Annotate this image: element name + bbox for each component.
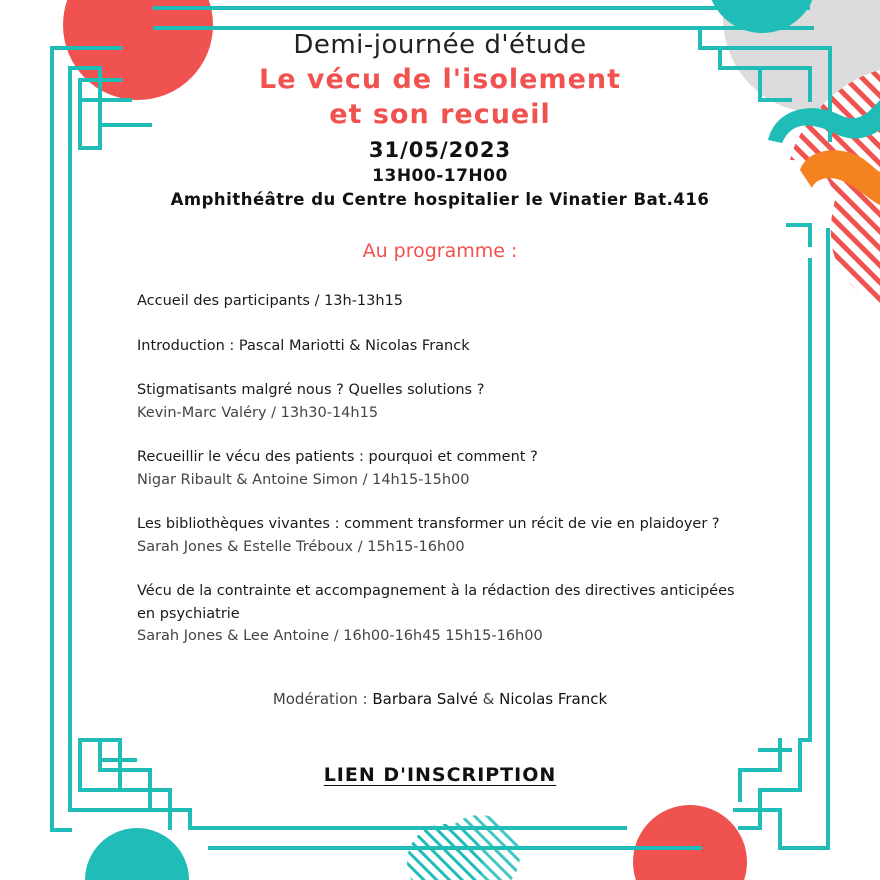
event-location: Amphithéâtre du Centre hospitalier le Vinatier Bat.416 bbox=[170, 190, 710, 209]
program-item bbox=[137, 379, 747, 424]
moderator-name: Barbara Salvé bbox=[372, 690, 478, 708]
program-item-detail: Sarah Jones & Lee Antoine / 16h00-16h45 15h15-16h00 bbox=[137, 628, 543, 644]
moderation-line bbox=[0, 690, 880, 708]
program-item bbox=[137, 335, 747, 358]
program-item bbox=[137, 580, 747, 648]
program-item bbox=[137, 446, 747, 491]
program-item-detail: Sarah Jones & Estelle Tréboux / 15h15-16h00 bbox=[137, 538, 465, 555]
program-heading: Au programme : bbox=[362, 240, 518, 262]
program-item-title: Recueillir le vécu des patients : pourquoi et comment ? bbox=[137, 449, 538, 465]
moderation-label: Modération : bbox=[272, 690, 373, 708]
program-item bbox=[137, 290, 747, 313]
moderation-separator: & bbox=[477, 690, 500, 708]
event-hours: 13H00-17H00 bbox=[372, 166, 508, 186]
program-item-title: Introduction : Pascal Mariotti & Nicolas Franck bbox=[137, 337, 470, 354]
event-title-line1: Le vécu de l'isolement bbox=[258, 64, 622, 95]
program-item-title: Accueil des participants / 13h-13h15 bbox=[137, 293, 404, 309]
program-item-detail: Kevin-Marc Valéry / 13h30-14h15 bbox=[137, 404, 379, 421]
moderator-name: Nicolas Franck bbox=[499, 690, 608, 708]
program-item-detail: Nigar Ribault & Antoine Simon / 14h15-15h00 bbox=[137, 471, 470, 488]
event-title-line2: et son recueil bbox=[329, 99, 551, 130]
program-list bbox=[137, 290, 747, 670]
program-item bbox=[137, 513, 747, 558]
event-type: Demi-journée d'étude bbox=[293, 30, 587, 60]
registration-link[interactable]: LIEN D'INSCRIPTION bbox=[323, 764, 557, 786]
program-item-title: Vécu de la contrainte et accompagnement à la rédaction des directives anticipées en psychiatrie bbox=[137, 583, 735, 622]
event-date: 31/05/2023 bbox=[368, 138, 512, 162]
program-item-title: Les bibliothèques vivantes : comment transformer un récit de vie en plaidoyer ? bbox=[137, 516, 720, 532]
program-item-title: Stigmatisants malgré nous ? Quelles solutions ? bbox=[137, 382, 485, 398]
